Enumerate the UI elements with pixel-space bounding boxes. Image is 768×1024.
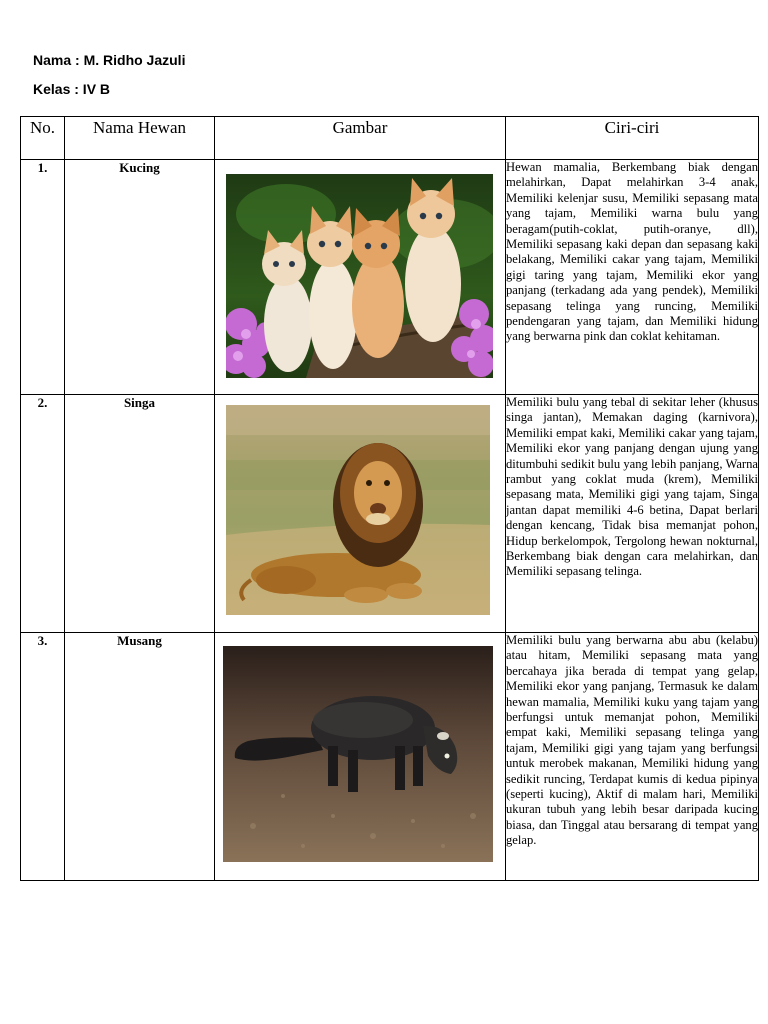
animal-traits: Memiliki bulu yang tebal di sekitar leher (khusus singa jantan), Memakan daging (karnivora), Memiliki empat kaki, Memiliki cakar yang tajam, Memiliki ekor yang panjang dengan ujung yang ditumbuhi sedikit bulu yang lebih panjang, Warna rambut yang coklat muda (krem), Memiliki sepasang mata, Memiliki gigi yang tajam, Singa jantan dapat memiliki 4-6 betina, Dapat berlari dengan kencang, Tidak bisa memanjat pohon, Hidup berkelompok, Tergolong hewan nokturnal, Berkembang biak dengan cara melahirkan, dan Memiliki sepasang telinga. [506, 395, 759, 633]
student-class-line: Kelas : IV B [33, 81, 111, 97]
student-name-line: Nama : M. Ridho Jazuli [33, 52, 186, 68]
header-traits: Ciri-ciri [506, 117, 759, 160]
civet-photo [223, 646, 493, 862]
header-no: No. [21, 117, 65, 160]
animal-picture-cell [215, 395, 506, 633]
row-number: 2. [21, 395, 65, 633]
animal-picture-cell [215, 633, 506, 881]
animal-name: Singa [65, 395, 215, 633]
animal-traits: Memiliki bulu yang berwarna abu abu (kelabu) atau hitam, Memiliki sepasang mata yang bercahaya jika berada di tempat yang gelap, Memiliki ekor yang panjang, Termasuk ke dalam hewan mamalia, Memiliki kuku yang tajam yang berfungsi untuk memanjat pohon, Memiliki empat kaki, Memiliki sepasang telinga yang tajam, Memiliki gigi yang tajam yang berfungsi untuk merobek makanan, Memiliki hidung yang sedikit runcing, Terdapat kumis di kedua pipinya (seperti kucing), Aktif di malam hari, Memiliki ukuran tubuh yang lebih besar daripada kucing biasa, dan Tinggal atau bersarang di tempat yang gelap. [506, 633, 759, 881]
table-row [21, 160, 759, 395]
row-number: 1. [21, 160, 65, 395]
header-picture: Gambar [215, 117, 506, 160]
lion-photo [226, 405, 490, 615]
table-row [21, 633, 759, 881]
animal-traits: Hewan mamalia, Berkembang biak dengan melahirkan, Dapat melahirkan 3-4 anak, Memiliki kelenjar susu, Memiliki sepasang mata yang tajam, Memiliki warna bulu yang beragam(putih-coklat, putih-oranye, dll), Memiliki sepasang kaki depan dan sepasang kaki belakang, Memiliki cakar yang tajam, Memiliki gigi taring yang tajam, Memiliki ekor yang panjang (terkadang ada yang pendek), Memiliki sepasang telinga yang runcing, Memiliki pendengaran yang tajam, dan Memiliki hidung yang berwarna pink dan coklat kehitaman. [506, 160, 759, 395]
table-header-row [21, 117, 759, 160]
row-number: 3. [21, 633, 65, 881]
table-row [21, 395, 759, 633]
animal-name: Musang [65, 633, 215, 881]
kittens-photo [226, 174, 493, 378]
animal-name: Kucing [65, 160, 215, 395]
animal-table [20, 116, 759, 881]
animal-picture-cell [215, 160, 506, 395]
header-animal-name: Nama Hewan [65, 117, 215, 160]
